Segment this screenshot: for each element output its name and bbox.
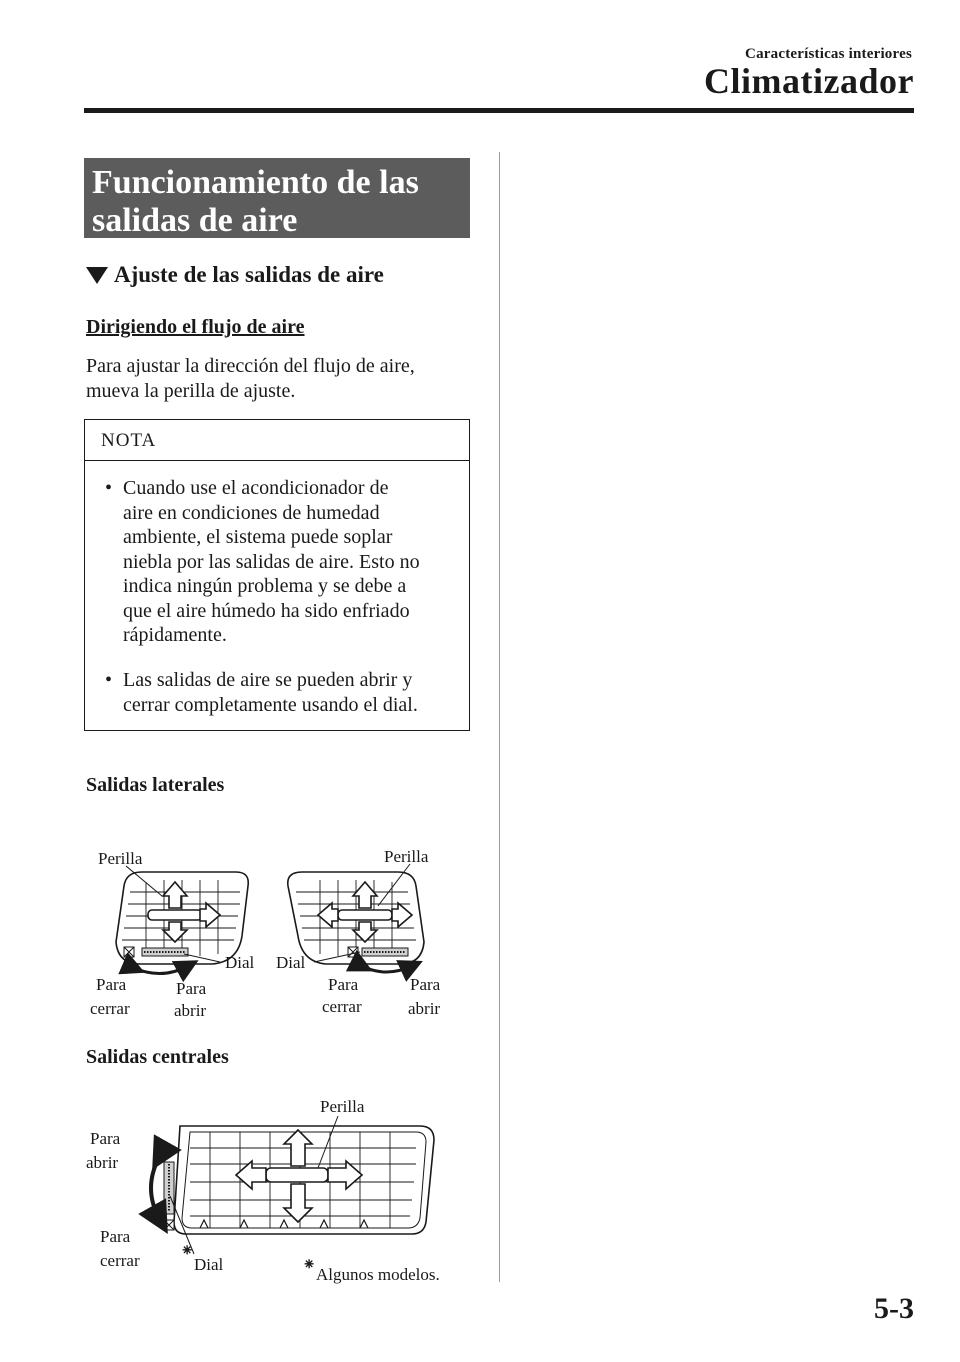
right-close-label-2: cerrar xyxy=(322,997,362,1016)
section-title-line-2: salidas de aire xyxy=(92,202,298,239)
left-dial-label: Dial xyxy=(225,953,255,972)
note-line: que el aire húmedo ha sido enfriado xyxy=(123,599,410,622)
center-vents-label: Salidas centrales xyxy=(86,1046,229,1068)
side-vents-label: Salidas laterales xyxy=(86,774,225,796)
subsection-title: Ajuste de las salidas de aire xyxy=(114,262,384,287)
section-title-line-1: Funcionamiento de las xyxy=(92,164,419,201)
left-close-label-2: cerrar xyxy=(90,999,130,1018)
note-line: indica ningún problema y se debe a xyxy=(123,575,407,597)
left-knob-label: Perilla xyxy=(98,849,143,868)
center-open-label-2: abrir xyxy=(86,1153,119,1172)
subsection-heading xyxy=(86,262,384,288)
right-dial-label: Dial xyxy=(276,953,306,972)
note-line: niebla por las salidas de aire. Esto no xyxy=(123,550,420,573)
note-line: aire en condiciones de humedad xyxy=(123,501,380,524)
column-divider xyxy=(499,152,500,1282)
note-line: rápidamente. xyxy=(123,624,227,646)
note-line: cerrar completamente usando el dial. xyxy=(123,693,418,716)
paragraph-line-2: mueva la perilla de ajuste. xyxy=(86,380,296,402)
footnote-label: Algunos modelos. xyxy=(316,1265,440,1284)
center-vents-diagram xyxy=(80,1090,470,1286)
note-line: Cuando use el acondicionador de xyxy=(123,477,389,499)
left-open-label-2: abrir xyxy=(174,1001,207,1020)
right-close-label-1: Para xyxy=(328,975,359,994)
section-header: Climatizador xyxy=(704,61,914,101)
section-title-box xyxy=(84,158,470,238)
left-close-label-1: Para xyxy=(96,975,127,994)
note-bullet-text xyxy=(123,668,418,717)
note-box xyxy=(84,419,470,731)
right-open-label-1: Para xyxy=(410,975,441,994)
bullet-dot: • xyxy=(105,669,113,691)
paragraph-line-1: Para ajustar la dirección del flujo de aire, xyxy=(86,355,415,377)
bullet-dot: • xyxy=(105,477,113,499)
flow-heading: Dirigiendo el flujo de aire xyxy=(86,316,305,338)
center-knob-label: Perilla xyxy=(320,1097,365,1116)
note-bullet-text xyxy=(123,476,420,648)
header-rule xyxy=(84,108,914,113)
note-rule xyxy=(85,460,469,461)
side-vents-diagram xyxy=(80,838,460,1028)
center-dial-label: Dial xyxy=(194,1255,224,1274)
center-close-label-1: Para xyxy=(100,1227,131,1246)
center-open-label-1: Para xyxy=(90,1129,121,1148)
note-bullet-2 xyxy=(105,668,465,718)
center-close-label-2: cerrar xyxy=(100,1251,140,1270)
intro-paragraph xyxy=(86,354,470,404)
chapter-title: Características interiores xyxy=(745,46,912,62)
triangle-down-icon xyxy=(86,267,108,284)
right-knob-label: Perilla xyxy=(384,847,429,866)
left-open-label-1: Para xyxy=(176,979,207,998)
center-vent xyxy=(151,1116,434,1254)
note-line: ambiente, el sistema puede soplar xyxy=(123,526,393,548)
right-side-vent xyxy=(288,864,424,972)
note-title: NOTA xyxy=(101,430,157,451)
right-open-label-2: abrir xyxy=(408,999,441,1018)
page-number: 5-3 xyxy=(874,1292,914,1325)
note-line: Las salidas de aire se pueden abrir y xyxy=(123,669,413,691)
asterisk-icon: ⁕ xyxy=(180,1241,195,1260)
note-bullet-1 xyxy=(105,476,465,648)
asterisk-icon: ⁕ xyxy=(302,1255,317,1274)
